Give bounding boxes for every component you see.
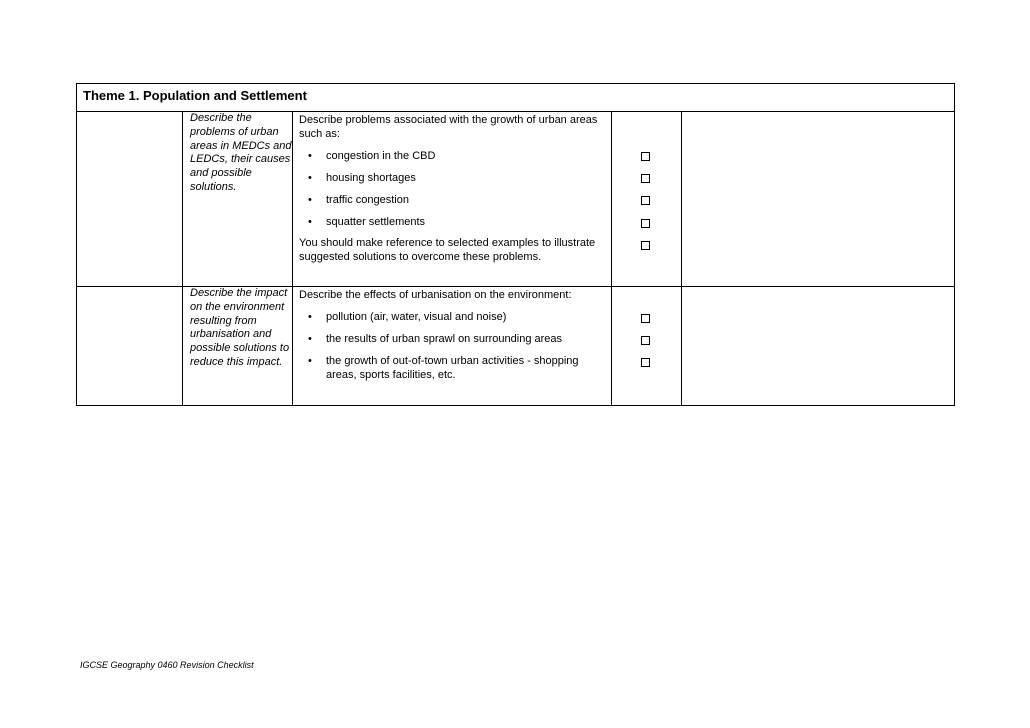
checkbox[interactable] — [641, 174, 650, 183]
content-intro: Describe the effects of urbanisation on the environment: — [299, 289, 572, 301]
objective-cell: Describe the problems of urban areas in MEDCs and LEDCs, their causes and possible solutions. — [183, 112, 293, 287]
bullet-icon: • — [308, 333, 312, 345]
list-item-text: the growth of out-of-town urban activities - shopping areas, sports facilities, etc. — [326, 355, 579, 381]
list-item-text: pollution (air, water, visual and noise) — [326, 311, 507, 323]
checkbox[interactable] — [641, 314, 650, 323]
revision-checklist-table — [76, 83, 955, 406]
bullet-icon: • — [308, 194, 312, 206]
list-item — [299, 149, 607, 163]
topic-cell — [77, 112, 183, 287]
page-footer: IGCSE Geography 0460 Revision Checklist — [80, 660, 254, 670]
bullet-list — [299, 149, 607, 229]
topic-cell — [77, 287, 183, 406]
bullet-icon: • — [308, 150, 312, 162]
bullet-icon: • — [308, 216, 312, 228]
content-outro: You should make reference to selected examples to illustrate suggested solutions to overcome these problems. — [299, 237, 596, 263]
content-cell — [293, 287, 612, 406]
theme-title: Theme 1. Population and Settlement — [77, 84, 955, 112]
checkbox[interactable] — [641, 196, 650, 205]
notes-cell — [682, 112, 955, 287]
list-item-text: congestion in the CBD — [326, 150, 436, 162]
list-item — [299, 215, 607, 229]
checkbox[interactable] — [641, 358, 650, 367]
checkbox[interactable] — [641, 241, 650, 250]
table-row — [77, 112, 955, 287]
checkbox-cell — [612, 287, 682, 406]
list-item — [299, 332, 607, 346]
list-item-text: traffic congestion — [326, 194, 409, 206]
bullet-list — [299, 310, 607, 382]
list-item — [299, 193, 607, 207]
bullet-icon: • — [308, 311, 312, 323]
list-item — [299, 354, 607, 382]
table-row — [77, 287, 955, 406]
list-item-text: squatter settlements — [326, 216, 426, 228]
checkbox[interactable] — [641, 219, 650, 228]
content-cell — [293, 112, 612, 287]
list-item — [299, 171, 607, 185]
list-item-text: housing shortages — [326, 172, 416, 184]
list-item — [299, 310, 607, 324]
bullet-icon: • — [308, 355, 312, 367]
checkbox[interactable] — [641, 152, 650, 161]
checkbox-cell — [612, 112, 682, 287]
theme-header-row — [77, 84, 955, 112]
notes-cell — [682, 287, 955, 406]
list-item-text: the results of urban sprawl on surrounding areas — [326, 333, 563, 345]
content-intro: Describe problems associated with the growth of urban areas such as: — [299, 114, 598, 140]
objective-cell: Describe the impact on the environment resulting from urbanisation and possible solutions to reduce this impact. — [183, 287, 293, 406]
checkbox[interactable] — [641, 336, 650, 345]
bullet-icon: • — [308, 172, 312, 184]
